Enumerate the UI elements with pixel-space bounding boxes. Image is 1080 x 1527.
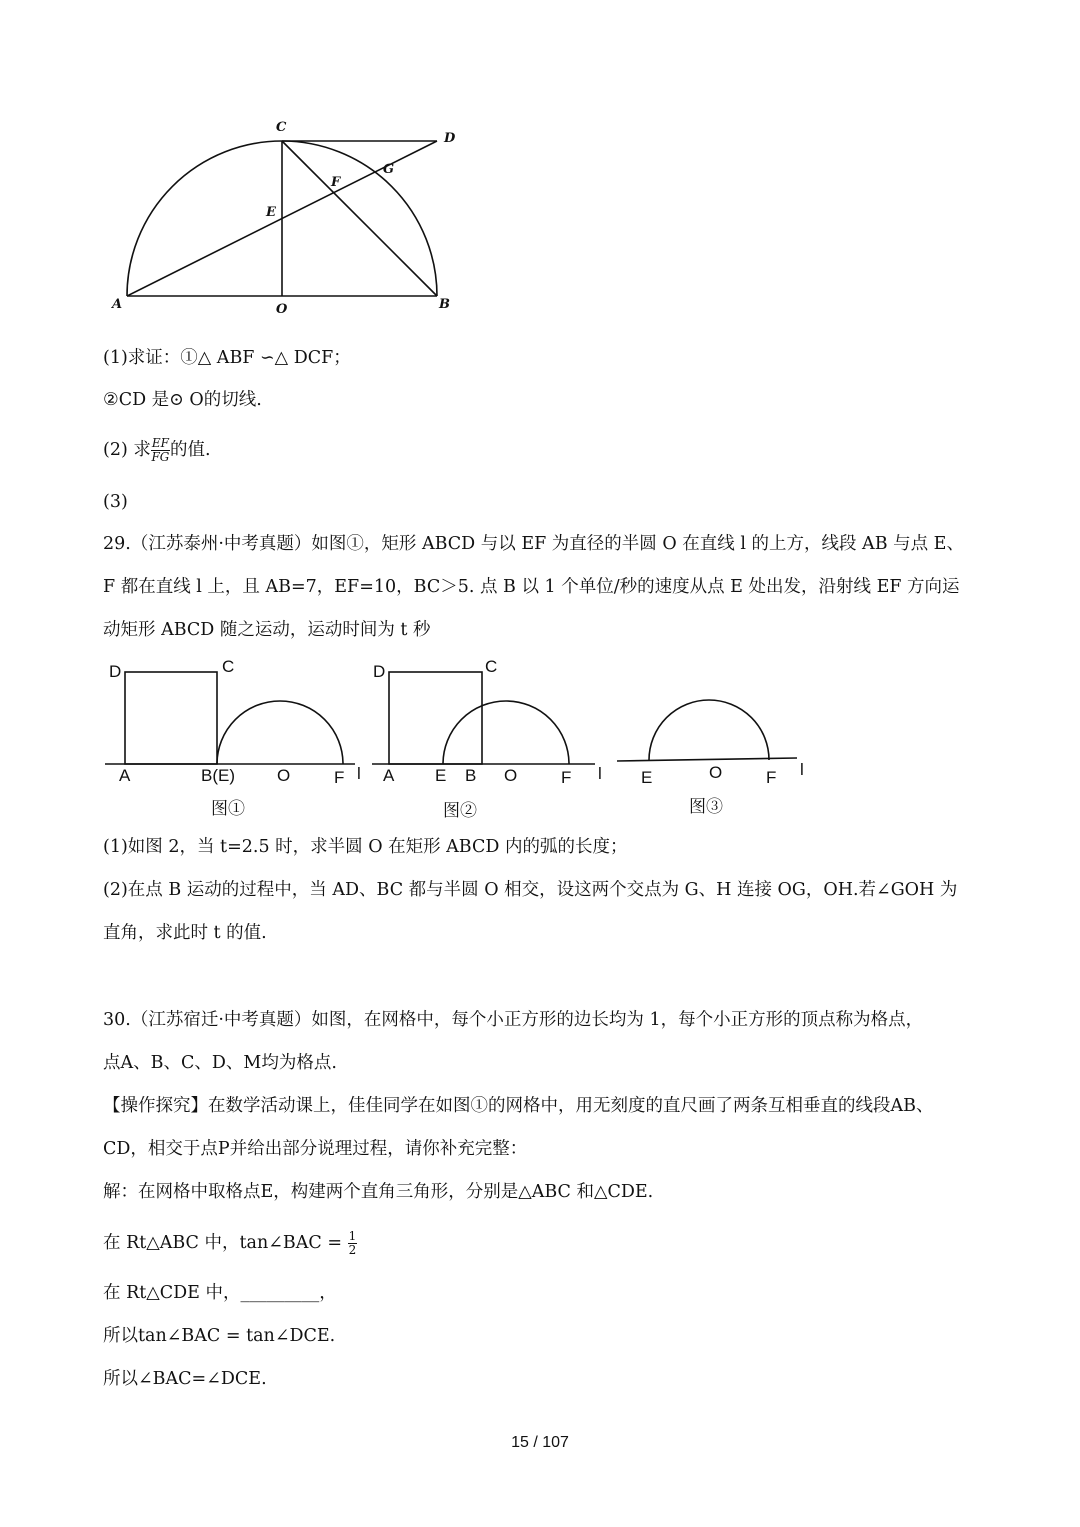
fig3-label-l: l [800, 760, 804, 779]
q30-line2: 点A、B、C、D、M均为格点. [103, 1053, 337, 1073]
fig2-label-O: O [504, 766, 518, 785]
fig2-label-A: A [383, 766, 395, 785]
fig3-label-E: E [641, 768, 653, 787]
fig2-caption: 图② [443, 801, 477, 820]
fig2-label-D: D [373, 662, 386, 681]
fig2-semicircle [443, 701, 569, 764]
fig1-label-F: F [334, 768, 345, 787]
fig2-rectangle [389, 672, 482, 764]
fig3-label-O: O [709, 763, 723, 782]
q29-sub2a: (2)在点 B 运动的过程中，当 AD、BC 都与半圆 O 相交，设这两个交点为 G、H 连接 OG，OH.若∠GOH 为 [103, 880, 958, 900]
fig1-label-D: D [109, 662, 122, 681]
q29-line1: 29.（江苏泰州·中考真题）如图①，矩形 ABCD 与以 EF 为直径的半圆 O 在直线 l 的上方，线段 AB 与点 E、 [103, 534, 964, 554]
q30-line4: CD，相交于点P并给出部分说理过程，请你补充完整： [103, 1139, 528, 1159]
q30-line1: 30.（江苏宿迁·中考真题）如图，在网格中，每个小正方形的边长均为 1，每个小正方形的顶点称为格点， [103, 1010, 924, 1030]
fig3-line-l [617, 758, 797, 761]
q30-fraction-den: 2 [348, 1243, 357, 1257]
label-C: C [276, 120, 287, 135]
fig1-rectangle [125, 672, 217, 764]
fig1-label-BE: B(E) [201, 766, 235, 785]
label-E: E [266, 205, 276, 220]
q30-line8: 所以tan∠BAC = tan∠DCE. [103, 1326, 336, 1346]
fig1-caption: 图① [211, 799, 245, 818]
fig2-label-B: B [465, 766, 477, 785]
label-A: A [112, 297, 123, 312]
label-G: G [383, 162, 395, 177]
fig1-label-A: A [119, 766, 131, 785]
q28-part3: (3) [103, 492, 128, 512]
page-number: 15 / 107 [511, 1434, 569, 1451]
q28-part1: (1)求证：①△ ABF ∽△ DCF； [103, 348, 351, 368]
label-O: O [276, 302, 288, 317]
fig3-semicircle [649, 700, 769, 760]
fig2-label-E: E [435, 766, 447, 785]
q30-fraction [348, 1230, 358, 1257]
q29-line3: 动矩形 ABCD 随之运动，运动时间为 t 秒 [103, 620, 431, 640]
q30-line3: 【操作探究】在数学活动课上，佳佳同学在如图①的网格中，用无刻度的直尺画了两条互相垂直的线段AB、 [103, 1096, 934, 1116]
q30-line6-prefix: 在 Rt△ABC 中，tan∠BAC = [103, 1233, 348, 1253]
q28-part2-suffix: 的值. [169, 440, 211, 460]
fig3-caption: 图③ [689, 797, 723, 816]
q29-sub2b: 直角，求此时 t 的值. [103, 923, 267, 943]
label-B: B [439, 297, 450, 312]
q30-fraction-num: 1 [348, 1229, 357, 1243]
fig3-label-F: F [766, 768, 777, 787]
fig1-semicircle [217, 701, 343, 764]
fig2-label-F: F [561, 768, 572, 787]
q28-fraction-den: FG [151, 450, 170, 464]
q30-line7: 在 Rt△CDE 中，_________， [103, 1283, 337, 1303]
fig1-label-C: C [222, 657, 235, 676]
fig1-label-l: l [357, 764, 361, 783]
q30-line9: 所以∠BAC=∠DCE. [103, 1369, 267, 1389]
fig1-label-O: O [277, 766, 291, 785]
fig2-label-C: C [485, 657, 498, 676]
q29-line2: F 都在直线 l 上，且 AB=7，EF=10，BC＞5. 点 B 以 1 个单位/秒的速度从点 E 处出发，沿射线 EF 方向运 [103, 577, 960, 597]
q28-part2-prefix: (2) 求 [103, 440, 151, 460]
fig2-label-l: l [598, 764, 602, 783]
q29-sub1: (1)如图 2，当 t=2.5 时，求半圆 O 在矩形 ABCD 内的弧的长度； [103, 837, 628, 857]
q28-part1b: ②CD 是⊙ O的切线. [103, 390, 262, 410]
q28-fraction-num: EF [151, 436, 169, 450]
label-F: F [331, 175, 341, 190]
q30-line5: 解：在网格中取格点E，构建两个直角三角形，分别是△ABC 和△CDE. [103, 1182, 654, 1202]
label-D: D [444, 131, 456, 146]
q30-line6 [103, 1230, 357, 1257]
